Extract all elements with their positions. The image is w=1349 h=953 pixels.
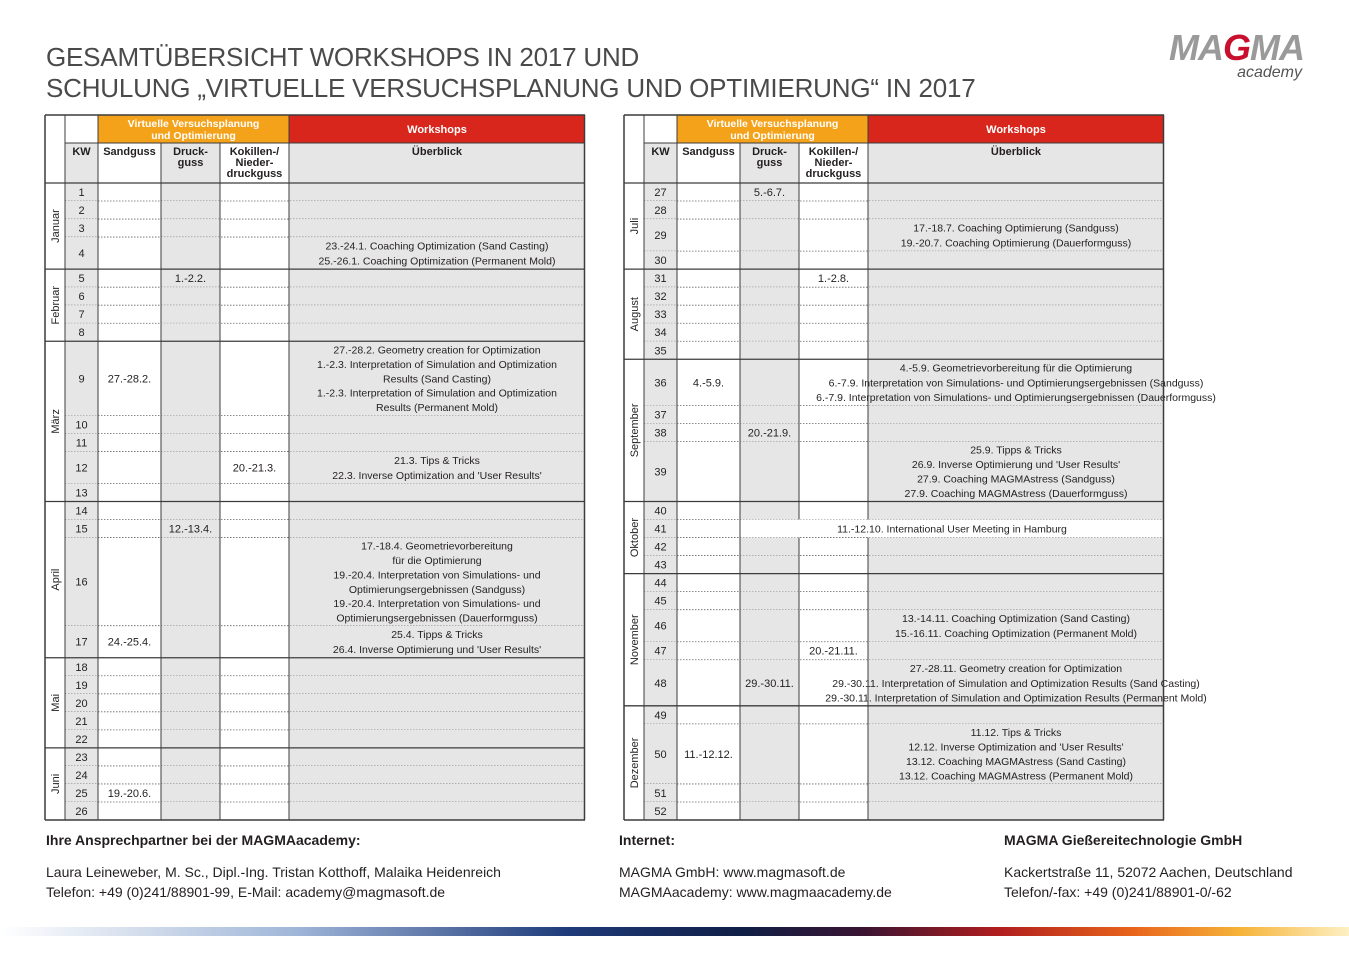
workshop-entry: 1.-2.3. Interpretation of Simulation and Optimization <box>317 387 557 400</box>
kw-cell: 47 <box>654 645 667 658</box>
header-vvo-line-2: und Optimierung <box>730 130 815 142</box>
workshop-entry: für die Optimierung <box>392 555 482 568</box>
header-sandguss: Sandguss <box>682 146 735 158</box>
row-shade <box>289 676 585 694</box>
kw-cell: 31 <box>654 273 667 286</box>
row-shade <box>868 251 1164 269</box>
header-kokillen: Kokillen-/ <box>808 146 859 158</box>
row-shade <box>161 730 220 748</box>
workshop-entry: Results (Sand Casting) <box>383 373 491 386</box>
row-shade <box>289 269 585 287</box>
workshop-entry: 19.-20.4. Interpretation von Simulations- und <box>333 569 541 582</box>
header-vvo-line-1: Virtuelle Versuchsplanung <box>706 118 839 130</box>
row-shade <box>868 341 1164 359</box>
row-shade <box>740 201 799 219</box>
contacts-heading: Ihre Ansprechpartner bei der MAGMAacademy: <box>46 832 361 848</box>
kw-cell: 24 <box>75 769 88 782</box>
row-shade <box>740 323 799 341</box>
link-magmaacademy[interactable]: MAGMAacademy: www.magmaacademy.de <box>619 884 892 900</box>
magma-academy-logo <box>1168 27 1304 90</box>
contacts-phone-email: Telefon: +49 (0)241/88901-99, E-Mail: academy@magmasoft.de <box>46 884 446 900</box>
month-label: August <box>629 297 641 332</box>
header-sandguss: Sandguss <box>103 146 156 158</box>
row-shade <box>740 610 799 642</box>
workshop-entry: 26.4. Inverse Optimierung und 'User Results' <box>332 644 542 657</box>
gradient-footer-bar <box>0 927 1349 936</box>
logo-brand-post: MA <box>1250 27 1304 68</box>
row-shade <box>161 183 220 201</box>
row-shade <box>740 287 799 305</box>
row-shade <box>868 405 1164 423</box>
row-shade <box>289 694 585 712</box>
title-line-2: SCHULUNG „VIRTUELLE VERSUCHSPLANUNG UND OPTIMIERUNG“ IN 2017 <box>46 73 976 103</box>
kw-cell: 4 <box>78 248 85 261</box>
month-label: Juni <box>50 773 62 795</box>
row-shade <box>289 766 585 784</box>
sandguss-cell: 11.-12.12. <box>684 748 733 761</box>
month-label: September <box>629 403 641 458</box>
contacts-names: Laura Leineweber, M. Sc., Dipl.-Ing. Tristan Kotthoff, Malaika Heidenreich <box>46 864 501 880</box>
workshop-entry: Results (Permanent Mold) <box>376 402 498 415</box>
workshop-entry: 4.-5.9. Geometrievorbereitung für die Optimierung <box>899 362 1133 375</box>
kw-cell: 38 <box>654 427 667 440</box>
workshop-entry: 6.-7.9. Interpretation von Simulations- und Optimierungsergebnissen (Dauerformguss) <box>816 392 1216 405</box>
row-shade <box>740 341 799 359</box>
sandguss-cell: 4.-5.9. <box>692 377 725 390</box>
sandguss-cell: 27.-28.2. <box>107 373 152 386</box>
month-label: April <box>50 568 62 591</box>
month-label: Oktober <box>629 517 641 558</box>
row-shade <box>868 802 1164 820</box>
row-shade <box>868 556 1164 574</box>
header-druckguss: Druck- <box>752 146 787 158</box>
company-phone: Telefon/-fax: +49 (0)241/88901-0/-62 <box>1004 884 1232 900</box>
schedule-svg <box>45 114 585 821</box>
row-shade <box>740 642 799 660</box>
kw-cell: 28 <box>654 205 667 218</box>
row-shade <box>161 287 220 305</box>
kw-cell: 33 <box>654 309 667 322</box>
kw-cell: 30 <box>654 255 667 268</box>
row-shade <box>161 626 220 658</box>
row-shade <box>740 592 799 610</box>
row-shade <box>161 538 220 626</box>
row-shade <box>740 706 799 724</box>
header-workshops: Workshops <box>407 124 467 136</box>
header-vvo-line-2: und Optimierung <box>151 130 236 142</box>
workshop-entry: 27.-28.11. Geometry creation for Optimization <box>909 663 1123 676</box>
kw-cell: 49 <box>654 709 667 722</box>
workshop-entry: 21.3. Tips & Tricks <box>394 454 480 467</box>
row-shade <box>161 502 220 520</box>
workshop-entry: 23.-24.1. Coaching Optimization (Sand Casting) <box>325 240 549 253</box>
kw-cell: 6 <box>78 291 85 304</box>
row-shade <box>740 556 799 574</box>
kw-cell: 16 <box>75 576 88 589</box>
kw-cell: 23 <box>75 751 88 764</box>
row-shade <box>868 502 1164 520</box>
row-shade <box>289 658 585 676</box>
row-shade <box>161 676 220 694</box>
month-label: Juli <box>629 217 641 235</box>
link-magmasoft[interactable]: MAGMA GmbH: www.magmasoft.de <box>619 864 846 880</box>
druckguss-cell: 5.-6.7. <box>753 187 786 200</box>
kw-cell: 48 <box>654 677 667 690</box>
row-shade <box>161 712 220 730</box>
kw-cell: 7 <box>78 309 85 322</box>
month-label: März <box>50 409 62 434</box>
kw-cell: 46 <box>654 620 667 633</box>
row-shade <box>740 305 799 323</box>
row-shade <box>740 574 799 592</box>
header-kw: KW <box>651 146 670 158</box>
sandguss-cell: 24.-25.4. <box>107 636 152 649</box>
kw-cell: 15 <box>75 523 88 536</box>
row-shade <box>868 305 1164 323</box>
logo-sub: academy <box>1237 64 1302 81</box>
kw-cell: 37 <box>654 409 667 422</box>
workshop-entry: 12.12. Inverse Optimization and 'User Results' <box>908 741 1124 754</box>
workshop-entry: Optimierungsergebnissen (Dauerformguss) <box>336 612 538 625</box>
header-workshops: Workshops <box>986 124 1046 136</box>
kw-cell: 35 <box>654 345 667 358</box>
kw-cell: 17 <box>75 636 88 649</box>
row-shade <box>289 305 585 323</box>
kw-cell: 1 <box>78 187 85 200</box>
sandguss-cell: 19.-20.6. <box>107 787 152 800</box>
title-line-1: GESAMTÜBERSICHT WORKSHOPS IN 2017 UND <box>46 42 640 72</box>
kw-cell: 44 <box>654 577 667 590</box>
row-shade <box>740 502 799 520</box>
workshop-entry: 22.3. Inverse Optimization and 'User Results' <box>332 469 542 482</box>
kw-cell: 19 <box>75 679 88 692</box>
row-shade <box>161 341 220 415</box>
logo-brand-pre: MA <box>1168 27 1223 68</box>
month-label: Januar <box>50 209 62 243</box>
kw-cell: 13 <box>75 487 88 500</box>
workshop-entry: 19.-20.7. Coaching Optimierung (Dauerformguss) <box>900 237 1132 250</box>
kw-cell: 14 <box>75 505 88 518</box>
row-shade <box>161 766 220 784</box>
workshop-entry: 27.9. Coaching MAGMAstress (Dauerformguss) <box>904 488 1128 501</box>
kw-cell: 11 <box>75 437 88 450</box>
row-shade <box>868 423 1164 441</box>
kw-cell: 8 <box>78 327 85 340</box>
workshop-entry: 29.-30.11. Interpretation of Simulation and Optimization Results (Permanent Mold) <box>825 692 1207 705</box>
row-shade <box>289 730 585 748</box>
row-shade <box>289 201 585 219</box>
row-shade <box>740 724 799 784</box>
row-shade <box>740 251 799 269</box>
kw-cell: 21 <box>75 715 88 728</box>
header-druckguss: guss <box>756 157 783 169</box>
workshop-entry: 26.9. Inverse Optimierung und 'User Results' <box>911 459 1121 472</box>
page-title <box>46 42 976 104</box>
schedule-table-first-half <box>45 114 585 821</box>
header-druckguss: guss <box>177 157 204 169</box>
row-shade <box>161 433 220 451</box>
kw-cell: 2 <box>78 205 85 218</box>
kw-cell: 10 <box>75 419 88 432</box>
row-shade <box>161 784 220 802</box>
druckguss-cell: 12.-13.4. <box>168 523 213 536</box>
footer-contacts <box>46 832 501 902</box>
kw-cell: 40 <box>654 505 667 518</box>
kw-cell: 43 <box>654 559 667 572</box>
workshop-entry: 27.-28.2. Geometry creation for Optimization <box>333 344 541 357</box>
row-shade <box>161 323 220 341</box>
row-shade <box>868 538 1164 556</box>
row-shade <box>161 802 220 820</box>
row-shade <box>289 502 585 520</box>
row-shade <box>740 441 799 501</box>
row-shade <box>740 802 799 820</box>
row-shade <box>289 183 585 201</box>
kw-cell: 25 <box>75 787 88 800</box>
row-shade <box>289 520 585 538</box>
row-shade <box>289 433 585 451</box>
header-kw: KW <box>72 146 91 158</box>
row-shade <box>161 305 220 323</box>
kw-cell: 51 <box>654 787 667 800</box>
company-address: Kackertstraße 11, 52072 Aachen, Deutschland <box>1004 864 1293 880</box>
kw-cell: 29 <box>654 230 667 243</box>
row-shade <box>289 712 585 730</box>
header-kokillen: Kokillen-/ <box>229 146 280 158</box>
workshop-entry: 11.-12.10. International User Meeting in Hamburg <box>837 523 1067 536</box>
month-label: Mai <box>50 693 62 712</box>
workshop-entry: 11.12. Tips & Tricks <box>970 727 1062 740</box>
kw-cell: 3 <box>78 223 85 236</box>
row-shade <box>289 219 585 237</box>
row-shade <box>289 323 585 341</box>
company-heading: MAGMA Gießereitechnologie GmbH <box>1004 832 1243 848</box>
footer-internet <box>619 832 892 902</box>
kokillen-cell: 20.-21.3. <box>232 462 277 475</box>
workshop-entry: 13.12. Coaching MAGMAstress (Permanent Mold) <box>898 770 1134 783</box>
workshop-entry: 15.-16.11. Coaching Optimization (Permanent Mold) <box>894 628 1138 641</box>
logo-brand <box>1169 28 1304 68</box>
logo-brand-g: G <box>1222 27 1250 68</box>
workshop-entry: 29.-30.11. Interpretation of Simulation and Optimization Results (Sand Casting) <box>832 677 1200 690</box>
header-kokillen: druckguss <box>226 168 283 180</box>
druckguss-cell: 20.-21.9. <box>747 427 792 440</box>
workshop-entry: Optimierungsergebnissen (Sandguss) <box>348 583 526 596</box>
month-label: Februar <box>50 285 62 325</box>
internet-heading: Internet: <box>619 832 675 848</box>
workshop-entry: 25.4. Tipps & Tricks <box>391 629 483 642</box>
kokillen-cell: 1.-2.8. <box>817 273 850 286</box>
row-shade <box>740 359 799 405</box>
workshop-entry: 17.-18.4. Geometrievorbereitung <box>361 540 513 553</box>
kw-cell: 45 <box>654 595 667 608</box>
kw-cell: 32 <box>654 291 667 304</box>
row-shade <box>161 219 220 237</box>
month-label: Dezember <box>629 737 641 789</box>
schedule-table-second-half <box>624 114 1216 821</box>
header-vvo-line-1: Virtuelle Versuchsplanung <box>127 118 260 130</box>
kw-cell: 22 <box>75 733 88 746</box>
kw-cell: 34 <box>654 327 667 340</box>
row-shade <box>740 405 799 423</box>
row-shade <box>868 642 1164 660</box>
row-shade <box>740 784 799 802</box>
header-kokillen: Nieder- <box>235 157 274 169</box>
workshop-entry: 19.-20.4. Interpretation von Simulations- und <box>333 598 541 611</box>
kw-cell: 52 <box>654 805 667 818</box>
druckguss-cell: 29.-30.11. <box>745 677 794 690</box>
row-shade <box>868 592 1164 610</box>
row-shade <box>289 784 585 802</box>
row-shade <box>868 574 1164 592</box>
row-shade <box>289 287 585 305</box>
workshop-entry: 6.-7.9. Interpretation von Simulations- und Optimierungsergebnissen (Sandguss) <box>828 377 1204 390</box>
header-ueberblick: Überblick <box>411 146 463 158</box>
row-shade <box>161 415 220 433</box>
row-shade <box>289 748 585 766</box>
workshop-entry: 25.-26.1. Coaching Optimization (Permanent Mold) <box>318 255 556 268</box>
row-shade <box>740 269 799 287</box>
kw-cell: 9 <box>78 373 85 386</box>
kw-cell: 12 <box>75 462 88 475</box>
schedule-svg <box>624 114 1216 821</box>
kw-cell: 36 <box>654 377 667 390</box>
row-shade <box>289 415 585 433</box>
row-shade <box>868 287 1164 305</box>
row-shade <box>161 658 220 676</box>
kw-cell: 20 <box>75 697 88 710</box>
workshop-entry: 17.-18.7. Coaching Optimierung (Sandguss) <box>913 222 1119 235</box>
workshop-entry: 27.9. Coaching MAGMAstress (Sandguss) <box>917 473 1115 486</box>
row-shade <box>868 183 1164 201</box>
row-shade <box>289 483 585 501</box>
header-kokillen: Nieder- <box>814 157 853 169</box>
row-shade <box>868 323 1164 341</box>
row-shade <box>289 802 585 820</box>
row-shade <box>868 201 1164 219</box>
druckguss-cell: 1.-2.2. <box>174 273 207 286</box>
row-shade <box>740 219 799 251</box>
row-shade <box>868 706 1164 724</box>
kw-cell: 18 <box>75 661 88 674</box>
month-label: November <box>629 614 641 666</box>
kw-cell: 50 <box>654 748 667 761</box>
workshop-entry: 13.12. Coaching MAGMAstress (Sand Casting) <box>905 756 1127 769</box>
row-shade <box>161 694 220 712</box>
kw-cell: 39 <box>654 466 667 479</box>
header-druckguss: Druck- <box>173 146 208 158</box>
row-shade <box>868 784 1164 802</box>
kw-cell: 26 <box>75 805 88 818</box>
row-shade <box>740 538 799 556</box>
workshop-entry: 25.9. Tipps & Tricks <box>970 444 1062 457</box>
workshop-entry: 13.-14.11. Coaching Optimization (Sand Casting) <box>901 613 1131 626</box>
row-shade <box>161 483 220 501</box>
kw-cell: 27 <box>654 187 667 200</box>
kw-cell: 42 <box>654 541 667 554</box>
row-shade <box>161 237 220 269</box>
header-kokillen: druckguss <box>805 168 862 180</box>
header-ueberblick: Überblick <box>990 146 1042 158</box>
row-shade <box>868 269 1164 287</box>
footer-company <box>1004 832 1292 902</box>
row-shade <box>161 201 220 219</box>
kw-cell: 5 <box>78 273 85 286</box>
row-shade <box>161 748 220 766</box>
row-shade <box>161 451 220 483</box>
kokillen-cell: 20.-21.11. <box>809 645 858 658</box>
workshop-entry: 1.-2.3. Interpretation of Simulation and Optimization <box>317 358 557 371</box>
kw-cell: 41 <box>654 523 667 536</box>
